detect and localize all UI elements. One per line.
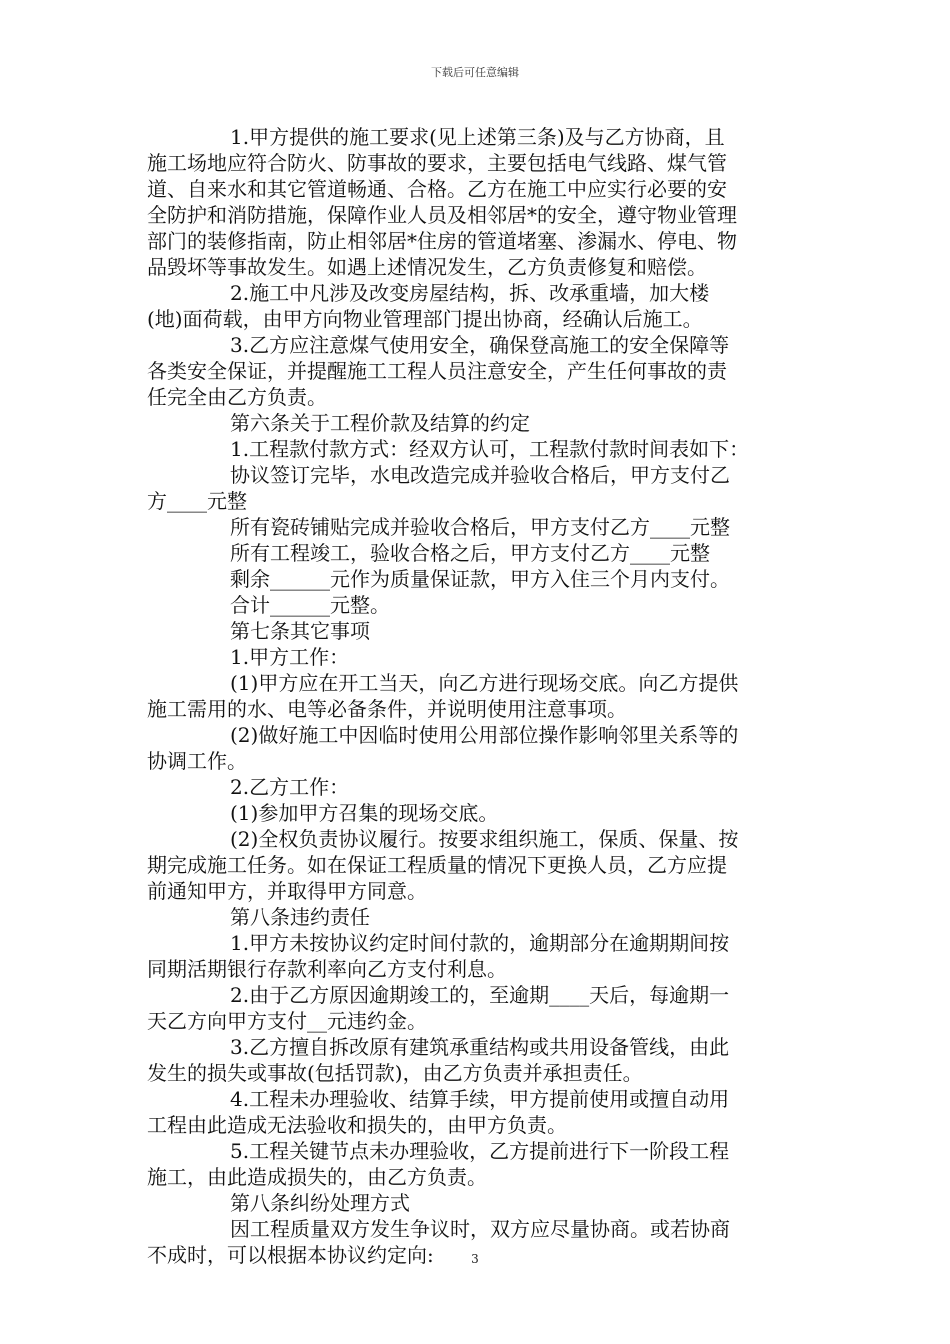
text-line: 各类安全保证，并提醒施工工程人员注意安全，产生任何事故的责 <box>147 359 727 383</box>
text-line: 2.施工中凡涉及改变房屋结构，拆、改承重墙，加大楼 <box>230 281 710 305</box>
page-number: 3 <box>471 1252 479 1266</box>
text-line: 2.乙方工作： <box>230 775 350 799</box>
text-line: 协议签订完毕，水电改造完成并验收合格后，甲方支付乙 <box>230 463 730 487</box>
text-line: (1)甲方应在开工当天，向乙方进行现场交底。向乙方提供 <box>230 671 739 695</box>
text-line: 品毁坏等事故发生。如遇上述情况发生，乙方负责修复和赔偿。 <box>147 255 707 279</box>
text-line: 1.甲方未按协议约定时间付款的，逾期部分在逾期期间按 <box>230 931 730 955</box>
text-line: 施工，由此造成损失的，由乙方负责。 <box>147 1165 487 1189</box>
text-line: 方____元整 <box>147 489 247 513</box>
text-line: 第六条关于工程价款及结算的约定 <box>230 411 530 435</box>
text-line: 1.甲方工作： <box>230 645 350 669</box>
text-line: 所有工程竣工，验收合格之后，甲方支付乙方____元整 <box>230 541 710 565</box>
text-line: 剩余______元作为质量保证款，甲方入住三个月内支付。 <box>230 567 730 591</box>
text-line: (地)面荷载，由甲方向物业管理部门提出协商，经确认后施工。 <box>147 307 703 331</box>
text-line: 天乙方向甲方支付__元违约金。 <box>147 1009 427 1033</box>
page-header: 下载后可任意编辑 <box>431 66 519 79</box>
text-line: (2)全权负责协议履行。按要求组织施工，保质、保量、按 <box>230 827 739 851</box>
text-line: 1.甲方提供的施工要求(见上述第三条)及与乙方协商，且 <box>230 125 725 149</box>
text-line: 任完全由乙方负责。 <box>147 385 327 409</box>
text-line: 不成时，可以根据本协议约定向: <box>147 1243 434 1267</box>
text-line: 第八条违约责任 <box>230 905 370 929</box>
text-line: 施工需用的水、电等必备条件，并说明使用注意事项。 <box>147 697 627 721</box>
text-line: 部门的装修指南，防止相邻居*住房的管道堵塞、渗漏水、停电、物 <box>147 229 737 253</box>
text-line: 第七条其它事项 <box>230 619 370 643</box>
text-line: 同期活期银行存款利率向乙方支付利息。 <box>147 957 507 981</box>
text-line: (2)做好施工中因临时使用公用部位操作影响邻里关系等的 <box>230 723 739 747</box>
document-body <box>147 124 807 1268</box>
text-line: 合计______元整。 <box>230 593 390 617</box>
text-line: (1)参加甲方召集的现场交底。 <box>230 801 499 825</box>
text-line: 前通知甲方，并取得甲方同意。 <box>147 879 427 903</box>
text-line: 协调工作。 <box>147 749 247 773</box>
text-line: 第八条纠纷处理方式 <box>230 1191 410 1215</box>
text-line: 5.工程关键节点未办理验收，乙方提前进行下一阶段工程 <box>230 1139 730 1163</box>
text-line: 道、自来水和其它管道畅通、合格。乙方在施工中应实行必要的安 <box>147 177 727 201</box>
text-line: 因工程质量双方发生争议时，双方应尽量协商。或若协商 <box>230 1217 730 1241</box>
text-line: 1.工程款付款方式：经双方认可，工程款付款时间表如下： <box>230 437 750 461</box>
text-line: 2.由于乙方原因逾期竣工的，至逾期____天后，每逾期一 <box>230 983 730 1007</box>
text-line: 发生的损失或事故(包括罚款)，由乙方负责并承担责任。 <box>147 1061 643 1085</box>
text-line: 3.乙方应注意煤气使用安全，确保登高施工的安全保障等 <box>230 333 730 357</box>
text-line: 3.乙方擅自拆改原有建筑承重结构或共用设备管线，由此 <box>230 1035 730 1059</box>
text-line: 工程由此造成无法验收和损失的，由甲方负责。 <box>147 1113 567 1137</box>
text-line: 4.工程未办理验收、结算手续，甲方提前使用或擅自动用 <box>230 1087 730 1111</box>
text-line: 期完成施工任务。如在保证工程质量的情况下更换人员，乙方应提 <box>147 853 727 877</box>
text-line: 所有瓷砖铺贴完成并验收合格后，甲方支付乙方____元整 <box>230 515 730 539</box>
text-line: 全防护和消防措施，保障作业人员及相邻居*的安全，遵守物业管理 <box>147 203 737 227</box>
text-line: 施工场地应符合防火、防事故的要求，主要包括电气线路、煤气管 <box>147 151 727 175</box>
